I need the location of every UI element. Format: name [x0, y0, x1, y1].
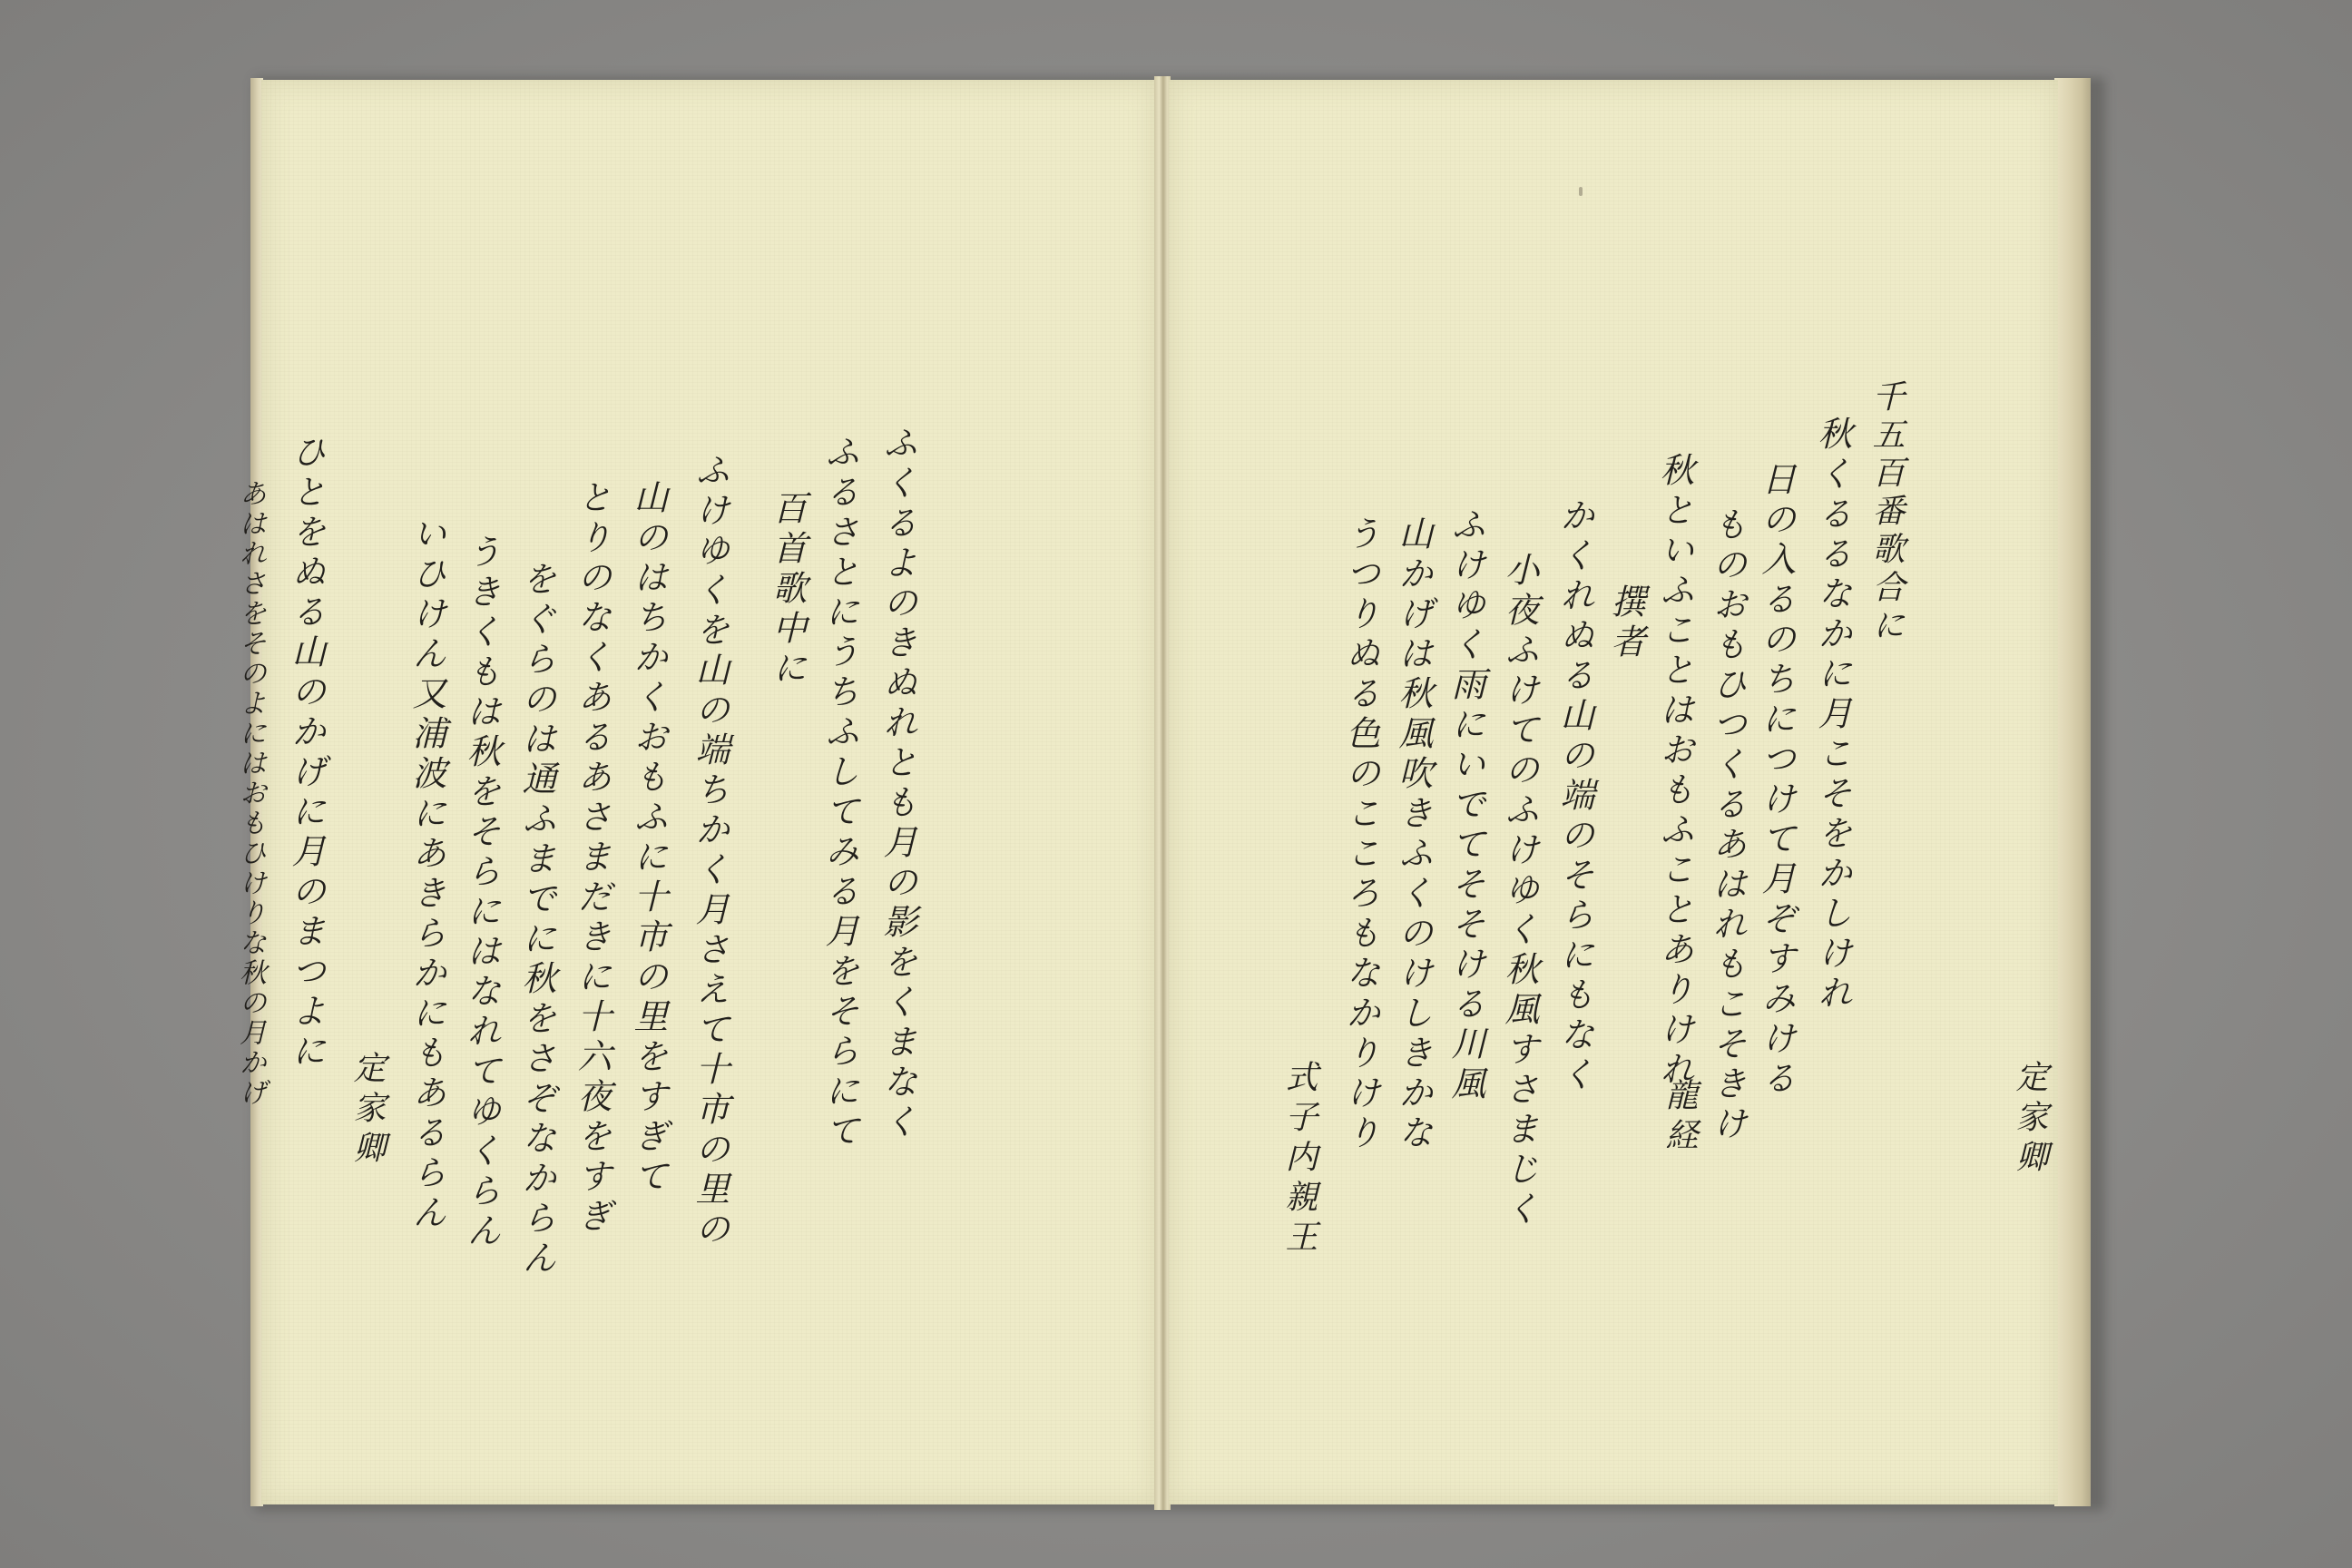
right-column-11: ふけゆく雨にいでてそそける川風 — [1446, 506, 1485, 1105]
right-column-12: 山かげは秋風吹きふくのけしきかな — [1393, 515, 1433, 1154]
left-column-2: ふるさとにうちふしてみる月をそらにて — [819, 434, 859, 1152]
left-column-6: とりのなくあるあさまだきに十六夜をすぎ — [572, 479, 612, 1238]
left-page — [234, 80, 1156, 1504]
right-page-edges — [2054, 78, 2091, 1506]
left-column-1: ふくるよのきぬれとも月の影をくまなく — [877, 425, 917, 1143]
left-column-9: いひけん又浦波にあきらかにもあるらん — [407, 515, 446, 1234]
right-column-1: 千五百番歌合に — [1867, 379, 1905, 646]
right-column-4: 日の入るのちにつけて月ぞすみける — [1756, 461, 1796, 1100]
left-column-11: ひとをぬる山のかげに月のまつよに — [286, 434, 326, 1073]
paper-speck — [1579, 187, 1583, 196]
left-column-5: 山のはちかくおもふに十市の里をすぎて — [628, 479, 668, 1198]
left-column-3: 百首歌中に — [767, 490, 807, 690]
left-column-signature: 定家卿 — [348, 1051, 386, 1171]
left-column-7: をぐらのは通ふまでに秋をさぞなからん — [516, 561, 556, 1279]
right-column-7: 撰者 — [1605, 583, 1645, 663]
left-column-12: あはれさをそのよにはおもひけりな秋の月かげ — [234, 479, 266, 1108]
right-column-10: 小夜ふけてのふけゆく秋風すさまじく — [1499, 552, 1539, 1230]
right-column-9: かくれぬる山の端のそらにもなく — [1554, 497, 1594, 1096]
left-column-8: うきくもは秋をそらにはなれてゆくらん — [461, 534, 501, 1252]
right-column-signature: 式子内親王 — [1280, 1060, 1318, 1259]
right-column-13: うつりぬる色のこころもなかりけり — [1340, 515, 1380, 1154]
right-column-author: 定家卿 — [2011, 1060, 2048, 1180]
left-column-4: ふけゆくを山の端ちかく月さえて十市の里の — [690, 452, 730, 1250]
right-page — [1169, 80, 2058, 1504]
right-column-8: 龍経 — [1661, 1078, 1698, 1158]
right-column-5: ものおもひつくるあはれもこそきけ — [1707, 506, 1747, 1145]
right-column-3: 秋くるるなかに月こそをかしけれ — [1812, 416, 1852, 1014]
right-column-6: 秋といふことはおもふことありけれ — [1654, 452, 1694, 1091]
